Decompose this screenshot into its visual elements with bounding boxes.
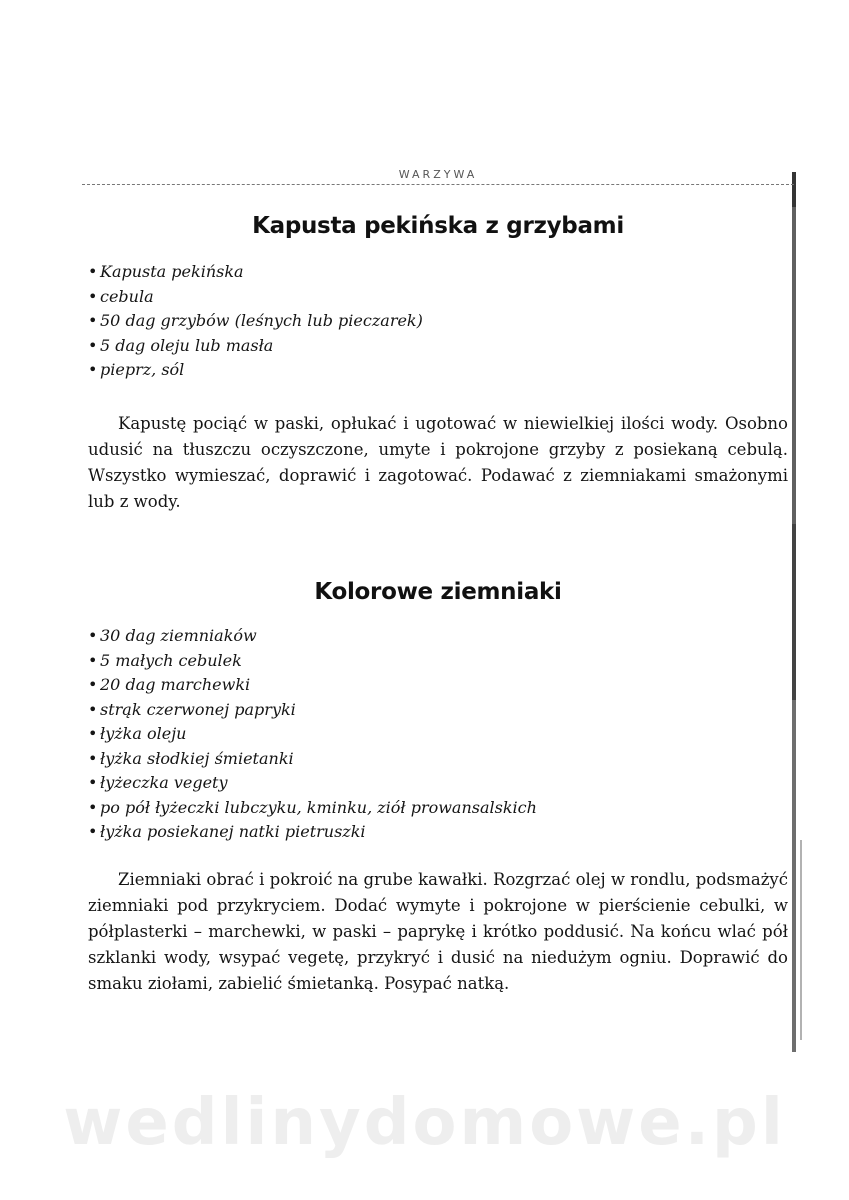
running-header: [82, 164, 794, 188]
ingredient-text: łyżeczka vegety: [100, 773, 228, 792]
recipe-kapusta: [88, 208, 788, 515]
ingredient-text: 50 dag grzybów (leśnych lub pieczarek): [100, 311, 423, 330]
recipe-method: Ziemniaki obrać i pokroić na grube kawałki. Rozgrzać olej w rondlu, podsmażyć ziemniaki pod przykryciem. Dodać wymyte i pokrojone w pierścienie cebulki, w półplasterki – marchewki, w paski – paprykę i krótko poddusić. Na końcu wlać pół szklanki wody, wsypać vegetę, przykryć i dusić na niedużym ogniu. Doprawić do smaku ziołami, zabielić śmietanką. Posypać natką.: [88, 869, 788, 993]
ingredient-text: łyżka oleju: [100, 724, 187, 743]
bullet-icon: •: [88, 335, 98, 355]
ingredient-list: [88, 624, 788, 845]
ingredient-item: [88, 673, 788, 698]
ingredient-text: pieprz, sól: [100, 360, 185, 379]
bullet-icon: •: [88, 286, 98, 306]
bullet-icon: •: [88, 773, 98, 792]
scan-edge: [792, 172, 796, 1052]
header-rule: [82, 184, 794, 185]
ingredient-text: strąk czerwonej papryki: [100, 699, 296, 719]
scan-edge-shadow: [800, 840, 802, 1040]
ingredient-item: [88, 649, 788, 674]
bullet-icon: •: [88, 650, 98, 670]
section-label-text: WARZYWA: [393, 168, 484, 181]
ingredient-item: [88, 624, 788, 649]
ingredient-item: [88, 334, 788, 359]
ingredient-item: [88, 820, 788, 845]
ingredient-item: [88, 260, 788, 285]
ingredient-text: 5 małych cebulek: [100, 650, 242, 670]
ingredient-item: [88, 358, 788, 383]
bullet-icon: •: [88, 699, 98, 719]
bullet-icon: •: [88, 626, 98, 645]
watermark: wedlinydomowe.pl: [63, 1086, 786, 1160]
recipe-title: Kapusta pekińska z grzybami: [252, 213, 624, 239]
recipe-kolorowe-ziemniaki: [88, 574, 788, 997]
ingredient-item: [88, 285, 788, 310]
bullet-icon: •: [88, 822, 98, 841]
bullet-icon: •: [88, 311, 98, 330]
bullet-icon: •: [88, 360, 98, 379]
bullet-icon: •: [88, 724, 98, 743]
recipe-method: Kapustę pociąć w paski, opłukać i ugotować w niewielkiej ilości wody. Osobno udusić na tłuszczu oczyszczone, umyte i pokrojone grzyby z posiekaną cebulą. Wszystko wymieszać, doprawić i zagotować. Podawać z ziemniakami smażonymi lub z wody.: [88, 413, 788, 511]
ingredient-item: [88, 309, 788, 334]
ingredient-text: cebula: [100, 286, 154, 306]
ingredient-text: łyżka słodkiej śmietanki: [100, 748, 294, 768]
ingredient-item: [88, 747, 788, 772]
ingredient-text: 5 dag oleju lub masła: [100, 335, 274, 355]
ingredient-text: Kapusta pekińska: [100, 262, 244, 281]
ingredient-text: łyżka posiekanej natki pietruszki: [100, 822, 366, 841]
ingredient-text: 20 dag marchewki: [100, 675, 251, 694]
ingredient-item: [88, 796, 788, 821]
bullet-icon: •: [88, 748, 98, 768]
bullet-icon: •: [88, 797, 98, 817]
ingredient-text: 30 dag ziemniaków: [100, 626, 257, 645]
recipe-title: Kolorowe ziemniaki: [314, 579, 562, 605]
ingredient-list: [88, 260, 788, 383]
bullet-icon: •: [88, 675, 98, 694]
bullet-icon: •: [88, 262, 98, 281]
ingredient-item: [88, 698, 788, 723]
ingredient-text: po pół łyżeczki lubczyku, kminku, ziół prowansalskich: [100, 797, 537, 817]
ingredient-item: [88, 771, 788, 796]
ingredient-item: [88, 722, 788, 747]
section-label: [82, 168, 794, 181]
